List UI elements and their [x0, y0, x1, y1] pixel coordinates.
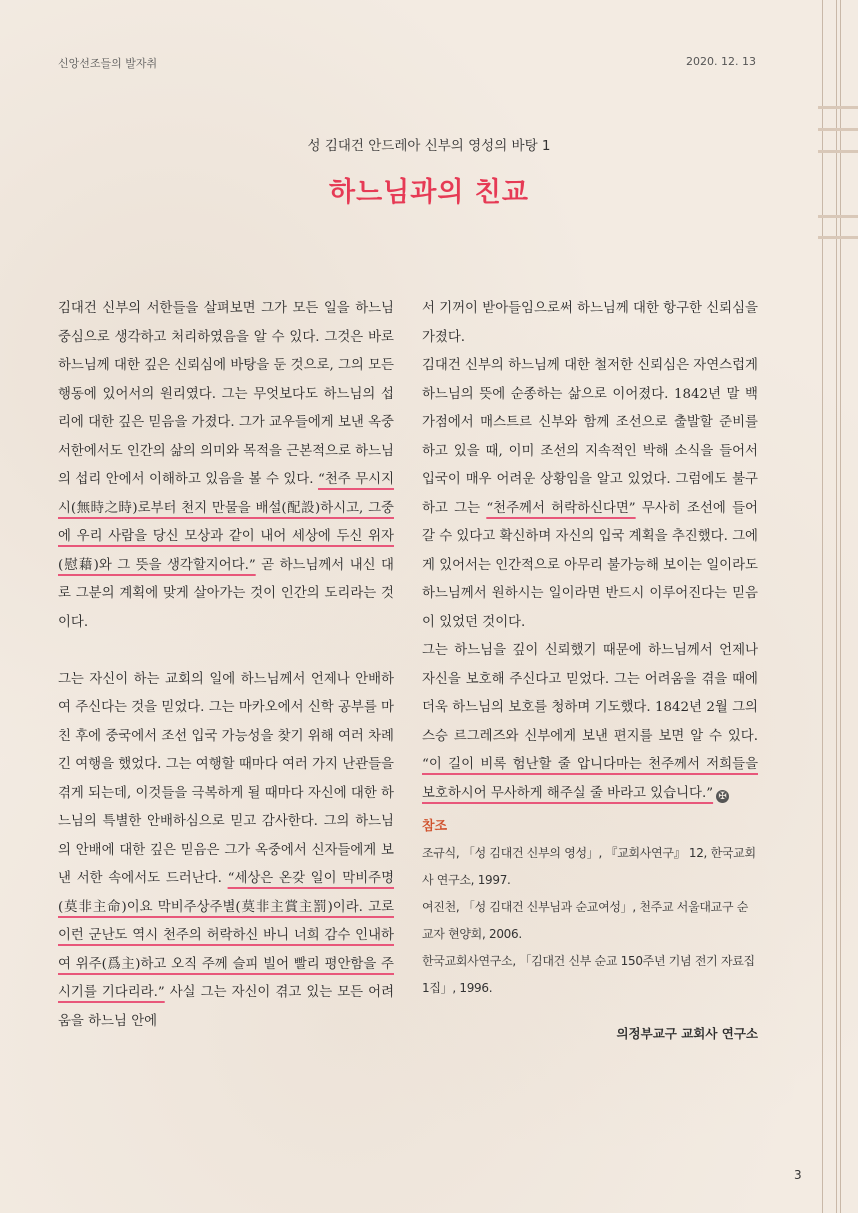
author-organization: 의정부교구 교회사 연구소: [616, 1026, 758, 1041]
highlighted-quote: “이 길이 비록 험난할 줄 압니다마는 천주께서 저희들을 보호하시어 무사하게 해주실 줄 바라고 있습니다.”: [422, 757, 758, 801]
binding-tick: [818, 150, 858, 153]
reference-item: 한국교회사연구소, 「김대건 신부 순교 150주년 기념 전기 자료집 1집」, 1996.: [422, 954, 755, 995]
running-header-date: 2020. 12. 13: [686, 55, 756, 68]
running-header-left: 신앙선조들의 발자취: [58, 57, 158, 70]
article-title: 하느님과의 친교: [329, 177, 529, 208]
text: 사실 그는 자신이 겪고 있는 모든 어려움을 하느님 안에: [58, 985, 395, 1029]
paragraph: [422, 352, 758, 637]
binding-tick: [818, 215, 858, 218]
highlighted-quote: “천주 무시지시(無時之時)로부터 천지 만물을 배설(配設)하시고, 그중에 우리 사람을 당신 모상과 같이 내어 세상에 두신 위자(慰藉)와 그 뜻을 생각할지어다.”: [58, 472, 395, 573]
paragraph-gap: [58, 637, 394, 666]
paragraph: [58, 666, 394, 1037]
binding-tick: [818, 106, 858, 109]
binding-line: [840, 0, 841, 1213]
text: 김대건 신부의 서한들을 살펴보면 그가 모든 일을 하느님 중심으로 생각하고 처리하였음을 알 수 있다. 그것은 바로 하느님께 대한 깊은 신뢰심에 바탕을 둔 것으로, 그의 모든 행동에 있어서의 원리였다. 그는 무엇보다도 하느님의 섭리에 대한 깊은 믿음을 가졌다. 그가 교우들에게 보낸 옥중 서한에서도 인간의 삶의 의미와 목적을 근본적으로 하느님의 섭리 안에서 이해하고 있음을 볼 수 있다.: [58, 301, 394, 487]
cross-medallion-icon: ✠: [716, 790, 729, 803]
right-column: [422, 295, 758, 1049]
article-subtitle: 성 김대건 안드레아 신부의 영성의 바탕 1: [307, 138, 551, 154]
text: 그는 하느님을 깊이 신뢰했기 때문에 하느님께서 언제나 자신을 보호해 주신다고 믿었다. 그는 어려움을 겪을 때에 더욱 하느님의 보호를 청하며 기도했다. 1842년 2월 그의 스승 르그레즈와 신부에게 보낸 편지를 보면 알 수 있다.: [422, 643, 758, 744]
paragraph: 서 기꺼이 받아들임으로써 하느님께 대한 항구한 신뢰심을 가졌다.: [422, 301, 758, 345]
highlighted-quote: “세상은 온갖 일이 막비주명(莫非主命)이요 막비주상주별(莫非主賞主罰)이라. 고로 이런 군난도 역시 천주의 허락하신 바니 너희 감수 인내하여 위주(爲主)하고 오직 주께 슬피 빌어 빨리 평안함을 주시기를 기다리라.”: [58, 871, 395, 1000]
page-number: 3: [794, 1168, 802, 1182]
paragraph: [422, 637, 758, 808]
paragraph: [58, 295, 394, 637]
reference-item: 여진천, 「성 김대건 신부님과 순교여성」, 천주교 서울대교구 순교자 현양회, 2006.: [422, 900, 749, 941]
page-binding-edge: [818, 0, 858, 1213]
text: 곧 하느님께서 내신 대로 그분의 계획에 맞게 살아가는 것이 인간의 도리라는 것이다.: [58, 557, 394, 630]
left-column: [58, 295, 394, 1036]
text: 무사히 조선에 들어갈 수 있다고 확신하며 자신의 입국 계획을 추진했다. 그에게 있어서는 인간적으로 아무리 불가능해 보이는 일이라도 하느님께서 원하시는 일이라면 반드시 이루어진다는 믿음이 있었던 것이다.: [422, 500, 758, 630]
references-heading: 참조: [422, 819, 448, 834]
binding-tick: [818, 236, 858, 239]
binding-line: [822, 0, 823, 1213]
text: 김대건 신부의 하느님께 대한 철저한 신뢰심은 자연스럽게 하느님의 뜻에 순종하는 삶으로 이어졌다. 1842년 말 백가점에서 매스트르 신부와 함께 조선으로 출발할 준비를 하고 있을 때, 이미 조선의 지속적인 박해 소식을 들어서 입국이 매우 어려운 상황임을 알고 있었다. 그럼에도 불구하고 그는: [422, 358, 758, 516]
binding-tick: [818, 128, 858, 131]
reference-item: 조규식, 「성 김대건 신부의 영성」, 『교회사연구』 12, 한국교회사 연구소, 1997.: [422, 846, 756, 887]
binding-line: [836, 0, 837, 1213]
text: 그는 자신이 하는 교회의 일에 하느님께서 언제나 안배하여 주신다는 것을 믿었다. 그는 마카오에서 신학 공부를 마친 후에 중국에서 조선 입국 가능성을 찾기 위해 여러 차례 긴 여행을 했었다. 그는 여행할 때마다 여러 가지 난관들을 겪게 되는데, 이것들을 극복하게 될 때마다 자신에 대한 하느님의 특별한 안배하심으로 믿고 감사한다. 그의 하느님의 안배에 대한 깊은 믿음은 그가 옥중에서 신자들에게 보낸 서한 속에서도 드러난다.: [58, 671, 394, 886]
highlighted-quote: “천주께서 허락하신다면”: [486, 500, 636, 516]
